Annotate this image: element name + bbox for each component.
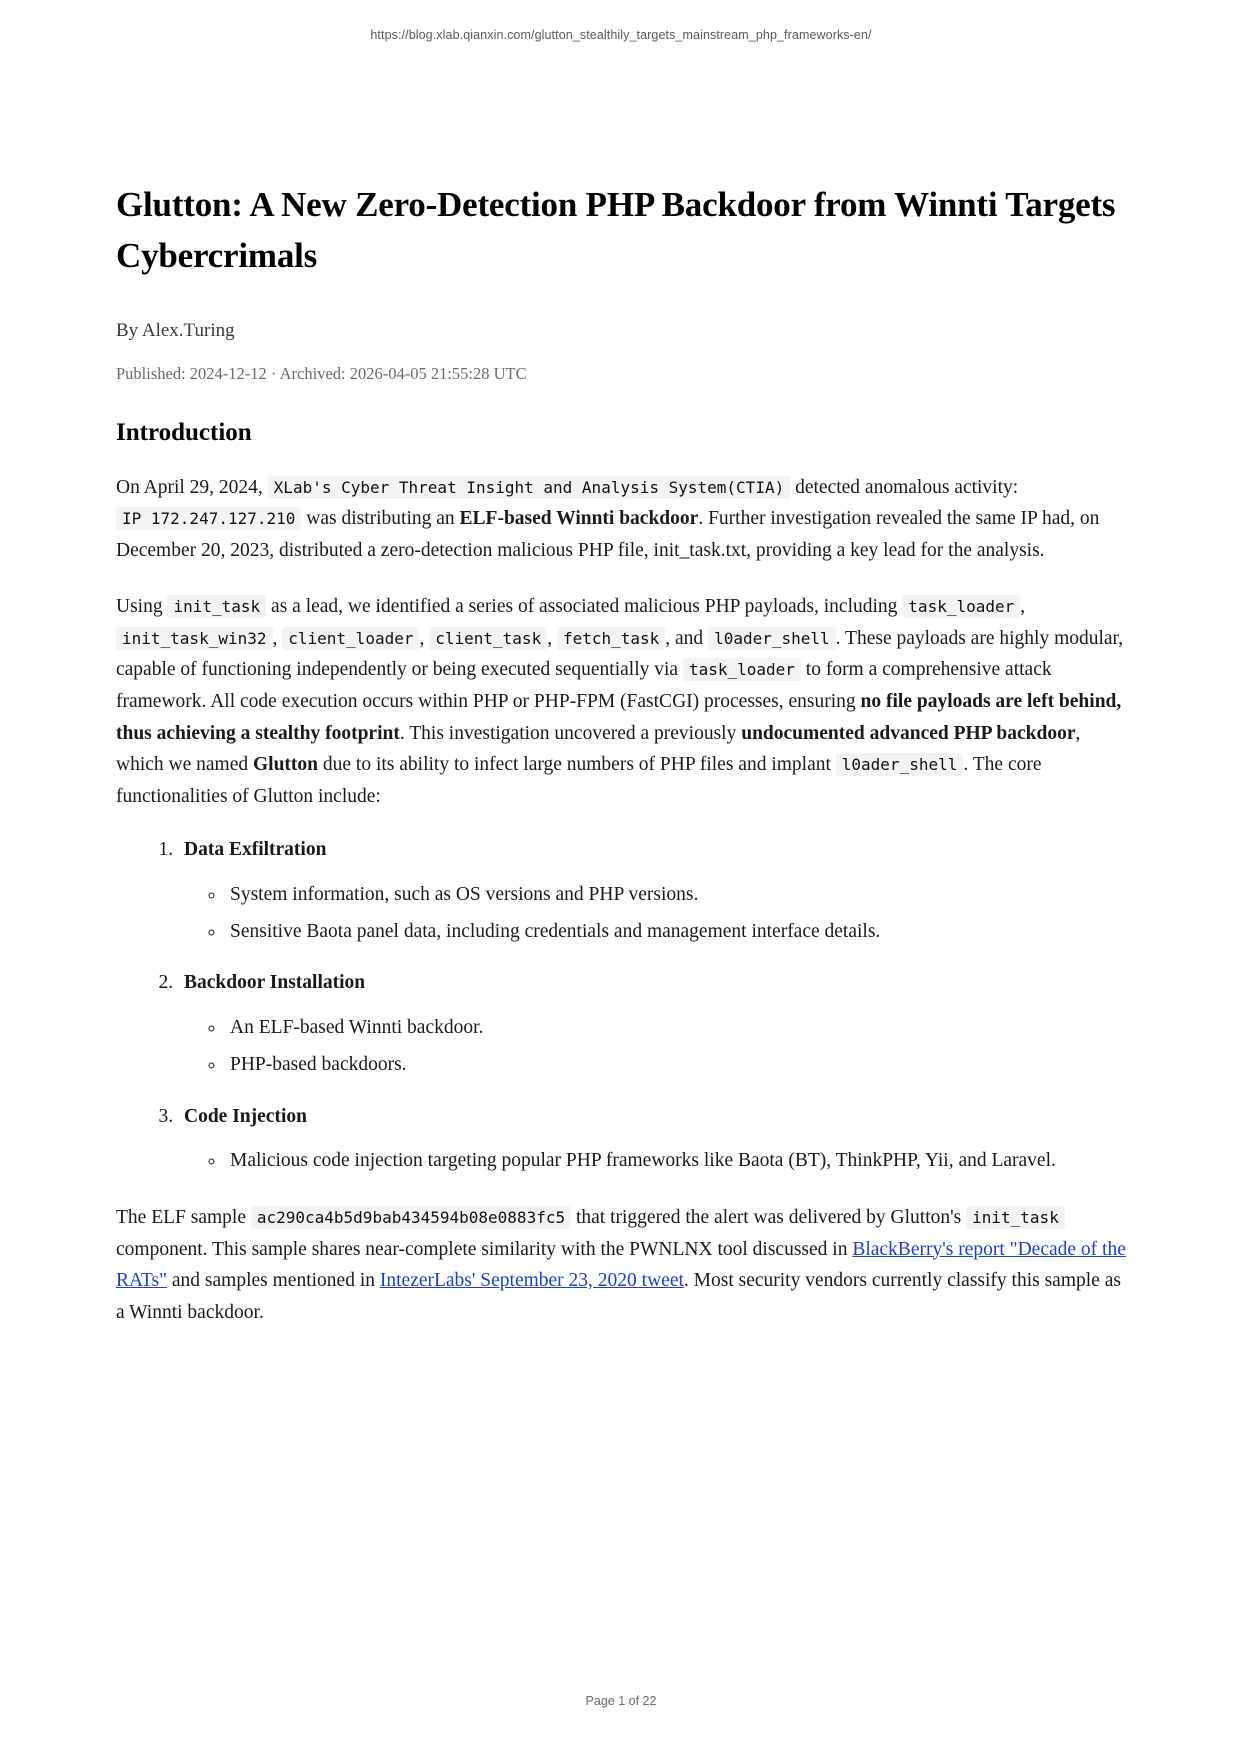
- publication-info: Published: 2024-12-12 · Archived: 2026-04-05 21:55:28 UTC: [116, 363, 527, 383]
- list-item-label: Backdoor Installation: [184, 972, 366, 994]
- list-item-label: Data Exfiltration: [184, 839, 327, 861]
- paragraph-2: [116, 591, 1126, 812]
- link-intezerlabs-tweet[interactable]: IntezerLabs' September 23, 2020 tweet: [379, 1270, 684, 1292]
- p3-text-3: component. This sample shares near-complete similarity with the PWNLNX tool discussed in: [116, 1238, 848, 1260]
- code-init-task-win32: init_task_win32: [116, 627, 273, 650]
- code-init-task: init_task: [167, 595, 266, 618]
- p1-text-3: was distributing an: [306, 508, 455, 530]
- list-item: [178, 967, 1126, 1080]
- sublist: [184, 1146, 1126, 1177]
- p2-text-1: Using: [116, 596, 163, 618]
- p2-text-8: due to its ability to infect large numbers of PHP files and implant: [322, 754, 831, 776]
- list-item-label: Code Injection: [184, 1105, 307, 1127]
- p2-sep-1: ,: [1020, 596, 1026, 618]
- author-byline: By Alex.Turing: [116, 319, 235, 341]
- p2-text-2: as a lead, we identified a series of associated malicious PHP payloads, including: [271, 596, 898, 618]
- p1-text-4: . Further investigation revealed the same IP had, on December 20, 2023, distributed a zero-detection malicious PHP file, init_task.txt, providing a key lead for the analysis.: [116, 508, 1100, 561]
- p2-bold-3: Glutton: [253, 754, 319, 776]
- sublist: [184, 1013, 1126, 1081]
- p2-bold-1: no file payloads are left behind, thus achieving a stealthy footprint: [116, 690, 1122, 744]
- p2-sep-2: ,: [272, 627, 278, 649]
- sublist: [184, 880, 1126, 948]
- code-ip-address: IP 172.247.127.210: [116, 507, 301, 530]
- page-footer: Page 1 of 22: [585, 1694, 657, 1708]
- code-client-task: client_task: [429, 627, 547, 650]
- sublist-item: ◦ Sensitive Baota panel data, including credentials and management interface details.: [226, 917, 1126, 948]
- p2-text-9: . The core functionalities of Glutton include:: [116, 754, 1042, 807]
- sublist-item: ◦ An ELF-based Winnti backdoor.: [226, 1013, 1126, 1044]
- paragraph-1: [116, 472, 1126, 567]
- sublist-item: ◦ PHP-based backdoors.: [226, 1050, 1126, 1081]
- p2-sep-4: ,: [547, 627, 553, 649]
- p3-text-1: The ELF sample: [116, 1207, 246, 1228]
- p1-text-2: detected anomalous activity:: [795, 476, 1019, 498]
- p2-text-3: , and: [665, 627, 704, 649]
- code-l0ader-shell-1: l0ader_shell: [708, 627, 836, 650]
- p1-text-1: On April 29, 2024,: [116, 476, 263, 498]
- p2-text-6: . This investigation uncovered a previously: [399, 722, 737, 744]
- p3-text-2: that triggered the alert was delivered by Glutton's: [575, 1207, 962, 1228]
- article-content: [116, 180, 1126, 1328]
- p3-text-5: . Most security vendors currently classify this sample as a Winnti backdoor.: [116, 1270, 1121, 1323]
- code-client-loader: client_loader: [282, 627, 419, 650]
- code-task-loader-2: task_loader: [683, 658, 801, 681]
- list-item: [178, 834, 1126, 947]
- p2-sep-3: ,: [419, 627, 425, 649]
- paragraph-3: [116, 1202, 1126, 1328]
- code-init-task-2: init_task: [966, 1206, 1065, 1229]
- p2-text-4: . These payloads are highly modular, capable of functioning independently or being executed sequentially via: [116, 627, 1124, 681]
- link-blackberry-report[interactable]: BlackBerry's report "Decade of the RATs": [116, 1238, 1126, 1292]
- sublist-item: ◦ Malicious code injection targeting popular PHP frameworks like Baota (BT), ThinkPHP, Yii, and Laravel.: [226, 1146, 1126, 1177]
- page-title: Glutton: A New Zero-Detection PHP Backdoor from Winnti Targets Cybercrimals: [116, 185, 1116, 275]
- p2-bold-2: undocumented advanced PHP backdoor: [741, 722, 1076, 744]
- code-fetch-task: fetch_task: [557, 627, 665, 650]
- p1-bold-1: ELF-based Winnti backdoor: [459, 508, 699, 530]
- p2-text-7: , which we named: [116, 722, 1081, 776]
- source-url: https://blog.xlab.qianxin.com/glutton_stealthily_targets_mainstream_php_frameworks-en/: [370, 28, 872, 42]
- p3-text-4: and samples mentioned in: [171, 1270, 375, 1292]
- list-item: [178, 1101, 1126, 1177]
- p2-text-5: to form a comprehensive attack framework. All code execution occurs within PHP or PHP-FPM (FastCGI) processes, ensuring: [116, 659, 1052, 712]
- section-heading-introduction: Introduction: [116, 418, 252, 446]
- code-ctia: XLab's Cyber Threat Insight and Analysis System(CTIA): [268, 476, 791, 499]
- code-l0ader-shell-2: l0ader_shell: [836, 753, 964, 776]
- code-elf-hash: ac290ca4b5d9bab434594b08e0883fc5: [251, 1206, 571, 1229]
- core-functionalities-list: [116, 834, 1126, 1177]
- code-task-loader: task_loader: [902, 595, 1020, 618]
- sublist-item: ◦ System information, such as OS versions and PHP versions.: [226, 880, 1126, 911]
